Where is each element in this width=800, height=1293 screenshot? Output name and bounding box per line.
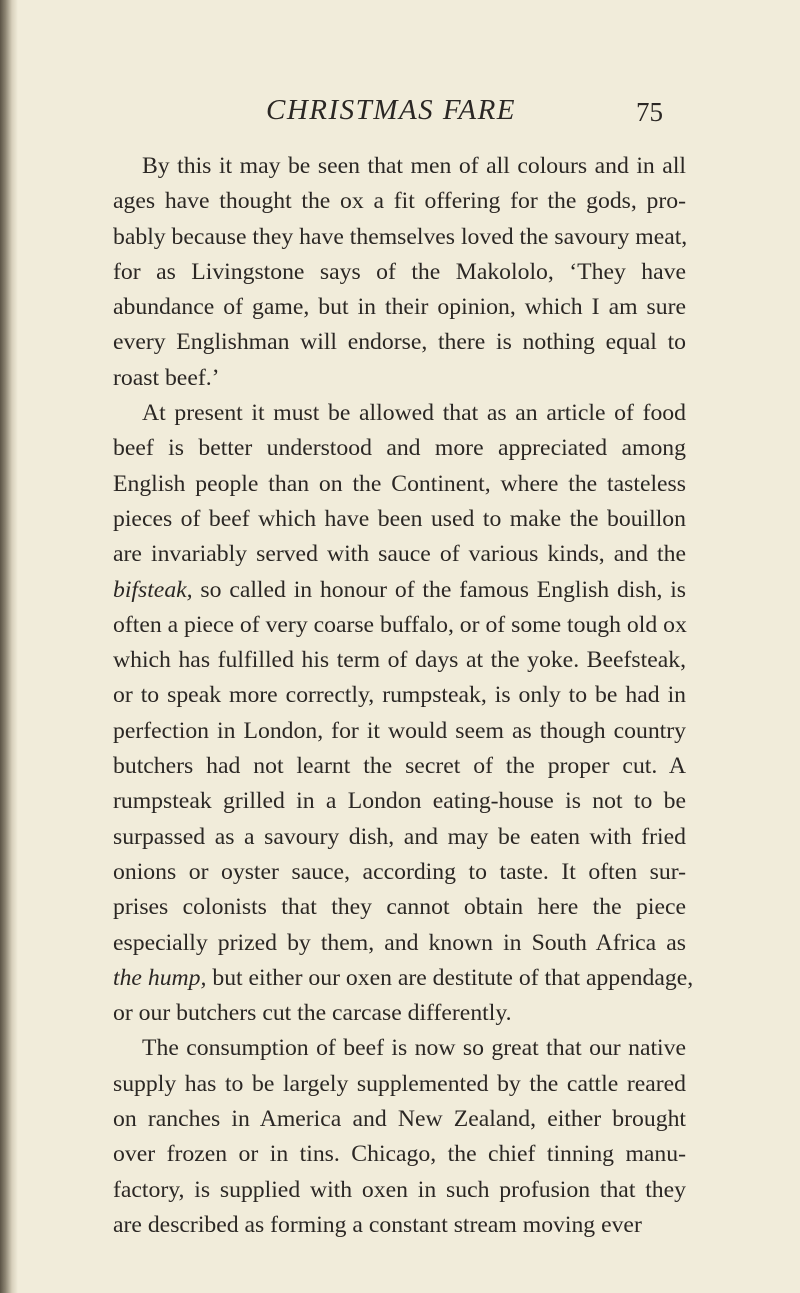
text-line: pieces of beef which have been used to make the bouillon	[113, 505, 686, 532]
paragraph	[113, 1031, 686, 1243]
text-line: By this it may be seen that men of all colours and in all	[142, 153, 686, 179]
text-line: ages have thought the ox a fit offering for the gods, pro-	[113, 188, 686, 215]
text-line	[113, 573, 686, 608]
text-line: abundance of game, but in their opinion, which I am sure	[113, 294, 686, 321]
text-line: At present it must be allowed that as an article of food	[142, 400, 686, 427]
paragraph	[113, 149, 686, 396]
paragraph	[113, 396, 694, 1031]
italic-term: the hump,	[113, 964, 207, 991]
text-line: especially prized by them, and known in South Africa as	[113, 929, 686, 956]
text-line: beef is better understood and more appreciated among	[113, 435, 686, 462]
text-line	[113, 961, 694, 996]
text-line: prises colonists that they cannot obtain here the piece	[113, 894, 686, 921]
line-rest: but either our oxen are destitute of that appendage,	[206, 964, 694, 991]
page-header	[0, 94, 800, 134]
text-line: or to speak more correctly, rumpsteak, is only to be had in	[113, 682, 686, 709]
book-gutter	[12, 0, 18, 1293]
text-line: for as Livingstone says of the Makololo, ‘They have	[113, 258, 686, 285]
text-line: supply has to be largely supplemented by the cattle reared	[113, 1070, 686, 1097]
text-line: often a piece of very coarse buffalo, or of some tough old ox	[113, 611, 687, 638]
body-text	[113, 149, 694, 1243]
text-line: perfection in London, for it would seem as though country	[113, 717, 686, 744]
text-line: which has fulfilled his term of days at the yoke. Beefsteak,	[113, 647, 686, 674]
text-line: roast beef.’	[113, 364, 220, 391]
text-line: butchers had not learnt the secret of the proper cut. A	[113, 753, 686, 780]
text-line: The consumption of beef is now so great that our native	[142, 1035, 686, 1062]
text-line: rumpsteak grilled in a London eating-house is not to be	[113, 788, 686, 815]
line-rest: so called in honour of the famous English dish, is	[192, 576, 686, 603]
page-number: 75	[636, 97, 663, 127]
text-line: over frozen or in tins. Chicago, the chief tinning manu-	[113, 1141, 686, 1168]
book-spine-shadow	[0, 0, 12, 1293]
text-line: on ranches in America and New Zealand, either brought	[113, 1106, 686, 1133]
text-line: onions or oyster sauce, according to taste. It often sur-	[113, 858, 686, 885]
running-title: CHRISTMAS FARE	[266, 94, 517, 126]
text-line: are described as forming a constant stream moving ever	[113, 1211, 642, 1238]
text-line: factory, is supplied with oxen in such profusion that they	[113, 1176, 686, 1203]
text-line: English people than on the Continent, where the tasteless	[113, 470, 686, 497]
text-line: bably because they have themselves loved the savoury meat,	[113, 223, 688, 250]
text-line: are invariably served with sauce of various kinds, and the	[113, 541, 686, 568]
text-line: every Englishman will endorse, there is nothing equal to	[113, 329, 686, 356]
text-line: or our butchers cut the carcase differently.	[113, 1000, 512, 1027]
text-line: surpassed as a savoury dish, and may be eaten with fried	[113, 823, 686, 850]
italic-term: bifsteak,	[113, 576, 193, 603]
